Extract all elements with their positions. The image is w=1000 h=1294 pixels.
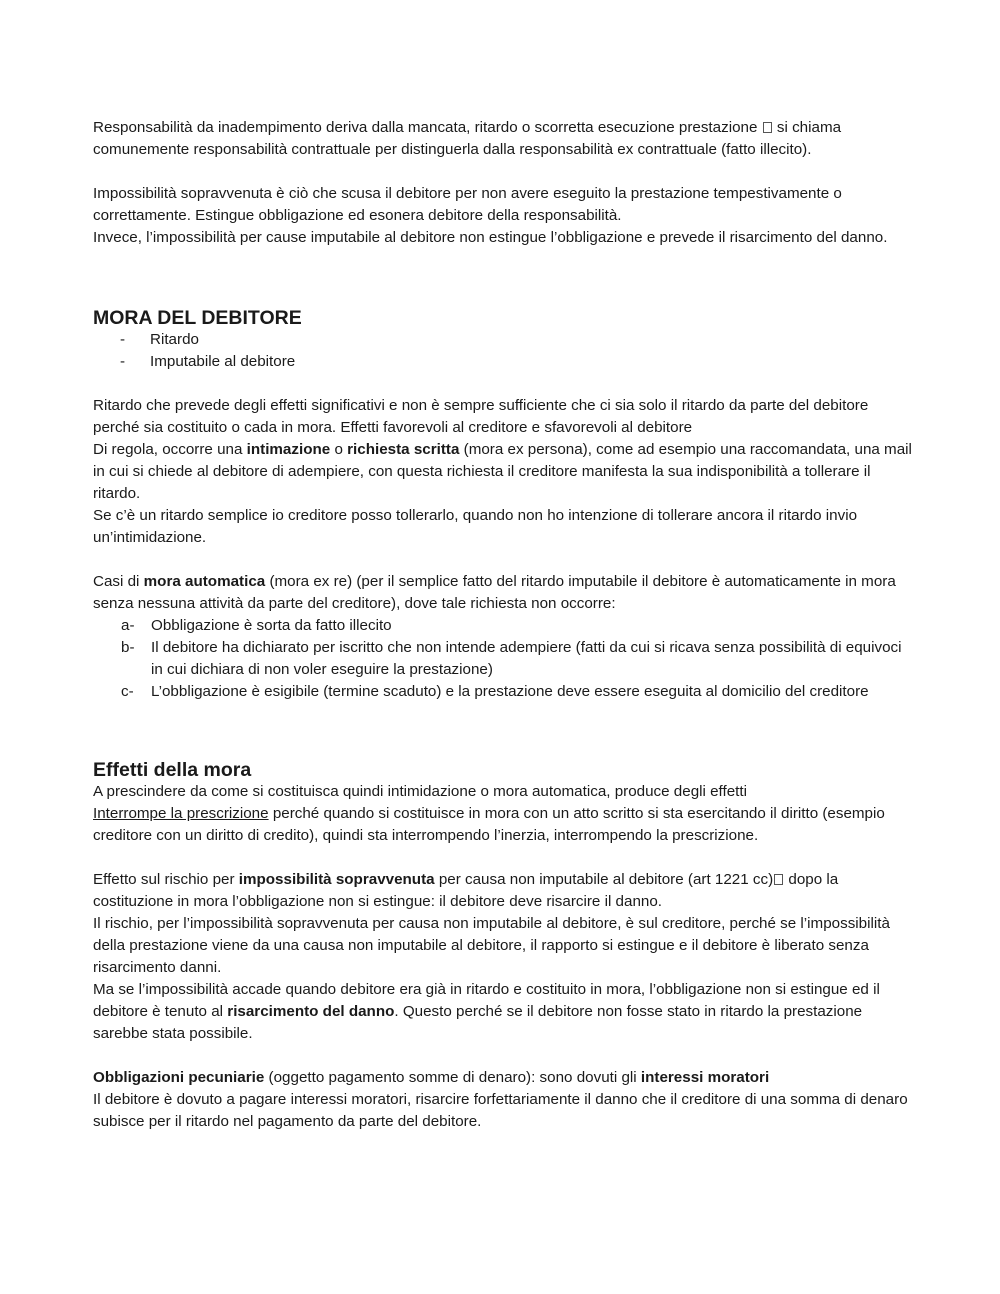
heading-mora-del-debitore: MORA DEL DEBITORE (93, 307, 302, 329)
list-marker: - (120, 331, 126, 348)
mora-requirements-list (93, 329, 913, 373)
intro-paragraph-3: Invece, l’impossibilità per cause imputabile al debitore non estingue l’obbligazione e prevede il risarcimento del danno. (93, 229, 888, 246)
heading-effetti-della-mora: Effetti della mora (93, 759, 252, 781)
text-run: Responsabilità da inadempimento deriva dalla mancata, ritardo o scorretta esecuzione prestazione (93, 119, 758, 136)
effetti-paragraph-2 (93, 803, 913, 847)
list-item (93, 329, 913, 351)
list-marker: a- (121, 617, 135, 634)
list-item-text: Obbligazione è sorta da fatto illecito (151, 617, 392, 634)
list-marker: c- (121, 683, 134, 700)
underlined-text: Interrompe la prescrizione (93, 805, 269, 822)
bold-text: intimazione (246, 441, 331, 458)
text-run: si chiama comunemente responsabilità contrattuale per distinguerla dalla responsabilità ex contrattuale (fatto illecito). (93, 119, 842, 158)
list-item (93, 681, 913, 703)
effetti-paragraph-5 (93, 979, 913, 1045)
mora-automatica-cases-list (93, 615, 913, 703)
bold-text: mora automatica (143, 573, 266, 590)
text-run: (mora ex re) (per il semplice fatto del ritardo imputabile il debitore è automaticamente in mora senza nessuna attività da parte del creditore), dove tale richiesta non occorre: (93, 573, 896, 612)
text-run: o (334, 441, 343, 458)
mora-paragraph-2 (93, 439, 913, 505)
intro-paragraph-2: Impossibilità sopravvenuta è ciò che scusa il debitore per non avere eseguito la prestazione tempestivamente o correttamente. Estingue obbligazione ed esonera debitore della responsabilità. (93, 185, 842, 224)
list-item-text: Ritardo (150, 331, 199, 348)
list-item (93, 615, 913, 637)
text-run: dopo la costituzione in mora l’obbligazione non si estingue: il debitore deve risarcire il danno. (93, 871, 839, 910)
effetti-paragraph-1: A prescindere da come si costituisca quindi intimidazione o mora automatica, produce degli effetti (93, 783, 747, 800)
bold-text: richiesta scritta (347, 441, 460, 458)
effetti-paragraph-3 (93, 869, 913, 913)
document-page (93, 117, 913, 1133)
bold-text: impossibilità sopravvenuta (238, 871, 435, 888)
mora-paragraph-3: Se c’è un ritardo semplice io creditore posso tollerarlo, quando non ho intenzione di tollerare ancora il ritardo invio un’intimidazione. (93, 507, 858, 546)
mora-paragraph-1: Ritardo che prevede degli effetti significativi e non è sempre sufficiente che ci sia solo il ritardo da parte del debitore perché sia costituito o cada in mora. Effetti favorevoli al creditore e sfavorevoli al debitore (93, 397, 869, 436)
arrow-glyph-icon (763, 122, 772, 133)
list-item-text: Il debitore ha dichiarato per iscritto che non intende adempiere (fatti da cui si ricava senza possibilità di equivoci in cui dichiara di non voler eseguire la prestazione) (151, 639, 902, 678)
mora-automatica-paragraph (93, 571, 913, 615)
text-run: Effetto sul rischio per (93, 871, 235, 888)
arrow-glyph-icon (774, 874, 783, 885)
list-item-text: L’obbligazione è esigibile (termine scaduto) e la prestazione deve essere eseguita al domicilio del creditore (151, 683, 869, 700)
text-run: perché quando si costituisce in mora con un atto scritto si sta esercitando il diritto (esempio creditore con un diritto di credito), quindi sta interrompendo l’inerzia, interrompendo la prescrizione. (93, 805, 885, 844)
text-run: (oggetto pagamento somme di denaro): sono dovuti gli (268, 1069, 637, 1086)
text-run: (mora ex persona), come ad esempio una raccomandata, una mail in cui si chiede al debitore di adempiere, con questa richiesta il creditore manifesta la sua indisponibilità a tollerare il ritardo. (93, 441, 912, 502)
list-marker: - (120, 353, 126, 370)
effetti-paragraph-6: Il debitore è dovuto a pagare interessi moratori, risarcire forfettariamente il danno che il creditore di una somma di denaro subisce per il ritardo nel pagamento da parte del debitore. (93, 1091, 908, 1130)
list-marker: b- (121, 639, 135, 656)
text-run: Di regola, occorre una (93, 441, 243, 458)
list-item (93, 637, 913, 681)
effetti-paragraph-4: Il rischio, per l’impossibilità sopravvenuta per causa non imputabile al debitore, è sul creditore, perché se l’impossibilità della prestazione viene da una causa non imputabile al debitore, il rapporto si estingue e il debitore è liberato senza risarcimento danni. (93, 915, 890, 976)
text-run: . Questo perché se il debitore non fosse stato in ritardo la prestazione sarebbe stata possibile. (93, 1003, 863, 1042)
text-run: per causa non imputabile al debitore (art 1221 cc) (438, 871, 774, 888)
intro-paragraph-1 (93, 117, 913, 161)
list-item-text: Imputabile al debitore (150, 353, 296, 370)
bold-text: risarcimento del danno (227, 1003, 395, 1020)
list-item (93, 351, 913, 373)
obbligazioni-pecuniarie-paragraph (93, 1067, 913, 1089)
bold-text: Obbligazioni pecuniarie (93, 1069, 265, 1086)
bold-text: interessi moratori (640, 1069, 770, 1086)
text-run: Casi di (93, 573, 140, 590)
text-run: Ma se l’impossibilità accade quando debitore era già in ritardo e costituito in mora, l’obbligazione non si estingue ed il debitore è tenuto al (93, 981, 880, 1020)
